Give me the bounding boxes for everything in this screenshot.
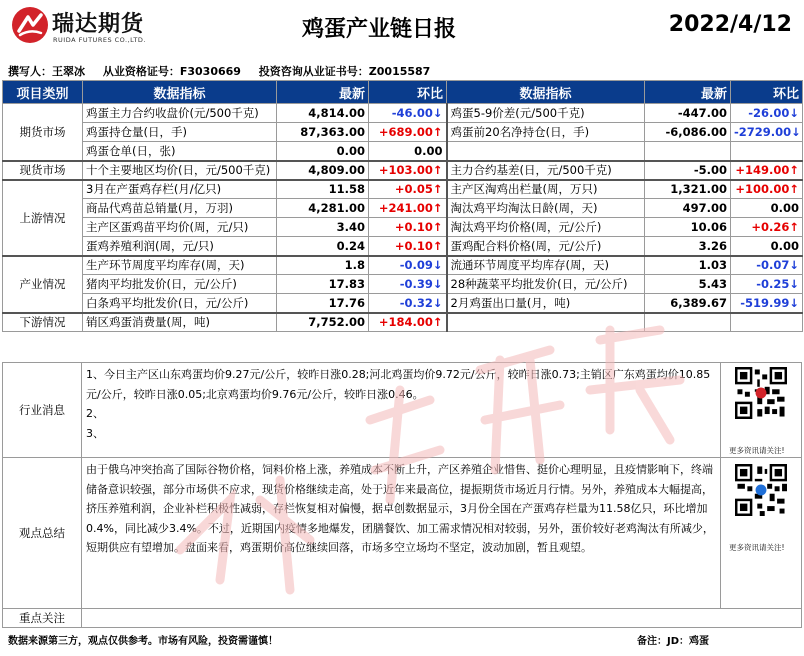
latest-value-right: 497.00: [645, 199, 731, 218]
latest-value-right: [645, 142, 731, 161]
table-row: [3, 199, 803, 218]
latest-value-right: 5.43: [645, 275, 731, 294]
news-category-cell: [2, 362, 82, 458]
news-qr-caption: 更多资讯请关注!: [729, 446, 785, 455]
latest-value-left: 87,363.00: [277, 123, 369, 142]
indicator-table: [2, 80, 803, 332]
latest-value-left: 3.40: [277, 218, 369, 237]
news-line: 2、: [86, 407, 104, 420]
indicator-name-left: 主产区蛋鸡苗平均价(周，元/只): [83, 218, 277, 237]
latest-value-right: 3.26: [645, 237, 731, 256]
change-value-left: -46.00↓: [369, 104, 447, 123]
change-value-right: [731, 142, 803, 161]
report-date: 2022/4/12: [668, 12, 792, 37]
change-value-left: +0.10↑: [369, 237, 447, 256]
change-value-left: -0.32↓: [369, 294, 447, 313]
qr-code-icon[interactable]: [735, 367, 787, 419]
latest-value-right: 1.03: [645, 256, 731, 275]
indicator-name-left: 猪肉平均批发价(日，元/公斤): [83, 275, 277, 294]
change-value-right: 0.00: [731, 237, 803, 256]
change-value-left: +184.00↑: [369, 313, 447, 332]
report-header: [0, 0, 804, 60]
indicator-name-left: 白条鸡平均批发价(日，元/公斤): [83, 294, 277, 313]
header-change-right: 环比: [731, 81, 803, 104]
latest-value-right: -6,086.00: [645, 123, 731, 142]
latest-value-left: 7,752.00: [277, 313, 369, 332]
category-cell: 现货市场: [3, 161, 83, 180]
change-value-right: 0.00: [731, 199, 803, 218]
news-qr-cell: [720, 362, 802, 458]
report-title: 鸡蛋产业链日报: [302, 17, 457, 42]
indicator-name-left: 销区鸡蛋消费量(周，吨): [83, 313, 277, 332]
table-header-row: [3, 81, 803, 104]
indicator-name-left: 生产环节周度平均库存(周，天): [83, 256, 277, 275]
indicator-name-right: 主力合约基差(日，元/500千克): [447, 161, 645, 180]
table-row: [3, 275, 803, 294]
footer-note: 备注：JD：鸡蛋: [636, 636, 709, 647]
logo-english-name: RUIDA FUTURES CO.,LTD.: [53, 36, 146, 44]
table-row: [3, 142, 803, 161]
author-license: 从业资格证号：F3030669: [102, 65, 241, 78]
latest-value-left: 0.24: [277, 237, 369, 256]
news-line: 1、今日主产区山东鸡蛋均价9.27元/公斤，较昨日涨0.28;河北鸡蛋均价9.72元/公斤，较昨日涨0.73;主销区广东鸡蛋均价10.85元/公斤，较昨日涨0.05;北京鸡蛋均价9.76元/公斤，较昨日涨0.46。: [86, 368, 711, 401]
table-row: [3, 123, 803, 142]
category-cell: 上游情况: [3, 180, 83, 256]
ruida-logo-icon: [10, 5, 50, 45]
change-value-right: -0.25↓: [731, 275, 803, 294]
indicator-name-right: 淘汰鸡平均淘汰日龄(周，天): [447, 199, 645, 218]
table-body: [3, 104, 803, 332]
view-qr-caption: 更多资讯请关注!: [729, 543, 785, 552]
indicator-name-left: 3月在产蛋鸡存栏(月/亿只): [83, 180, 277, 199]
change-value-right: -519.99↓: [731, 294, 803, 313]
category-cell: 期货市场: [3, 104, 83, 161]
latest-value-right: -447.00: [645, 104, 731, 123]
header-change-left: 环比: [369, 81, 447, 104]
latest-value-left: 4,809.00: [277, 161, 369, 180]
latest-value-left: 1.8: [277, 256, 369, 275]
indicator-name-right: 淘汰鸡平均价格(周，元/公斤): [447, 218, 645, 237]
author-line: [8, 63, 444, 79]
latest-value-right: 1,321.00: [645, 180, 731, 199]
indicator-name-right: [447, 313, 645, 332]
latest-value-left: 17.76: [277, 294, 369, 313]
company-logo: [10, 5, 160, 53]
author-writer: 撰写人：王翠冰: [8, 65, 85, 78]
change-value-right: -2729.00↓: [731, 123, 803, 142]
view-category-label: 观点总结: [19, 526, 65, 540]
focus-category-cell: [2, 608, 82, 628]
indicator-name-right: 蛋鸡配合料价格(周，元/公斤): [447, 237, 645, 256]
indicator-name-left: 鸡蛋仓单(日，张): [83, 142, 277, 161]
view-content: [81, 457, 721, 609]
change-value-left: +241.00↑: [369, 199, 447, 218]
change-value-right: -0.07↓: [731, 256, 803, 275]
news-line: 3、: [86, 426, 104, 440]
header-indicator-left: 数据指标: [83, 81, 277, 104]
header-latest-right: 最新: [645, 81, 731, 104]
category-cell: 产业情况: [3, 256, 83, 313]
latest-value-right: [645, 313, 731, 332]
header-category: 项目类别: [3, 81, 83, 104]
table-row: [3, 104, 803, 123]
table-row: [3, 218, 803, 237]
info-section: [2, 362, 802, 625]
category-cell: 下游情况: [3, 313, 83, 332]
indicator-name-left: 商品代鸡苗总销量(月，万羽): [83, 199, 277, 218]
news-content: [81, 362, 721, 458]
change-value-right: [731, 313, 803, 332]
indicator-name-right: 鸡蛋前20名净持仓(日，手): [447, 123, 645, 142]
indicator-name-right: 28种蔬菜平均批发价(日，元/公斤): [447, 275, 645, 294]
table-row: [3, 237, 803, 256]
change-value-left: +0.05↑: [369, 180, 447, 199]
latest-value-left: 11.58: [277, 180, 369, 199]
logo-chinese-name: 瑞达期货: [52, 12, 145, 37]
disclaimer-text: 数据来源第三方，观点仅供参考。市场有风险，投资需谨慎！: [8, 636, 278, 647]
indicator-name-right: 2月鸡蛋出口量(月，吨): [447, 294, 645, 313]
change-value-left: -0.39↓: [369, 275, 447, 294]
latest-value-right: 6,389.67: [645, 294, 731, 313]
focus-content: [81, 608, 802, 628]
indicator-name-right: 流通环节周度平均库存(周，天): [447, 256, 645, 275]
header-indicator-right: 数据指标: [447, 81, 645, 104]
latest-value-left: 0.00: [277, 142, 369, 161]
indicator-name-left: 十个主要地区均价(日，元/500千克): [83, 161, 277, 180]
change-value-right: +149.00↑: [731, 161, 803, 180]
table-row: [3, 180, 803, 199]
latest-value-left: 4,281.00: [277, 199, 369, 218]
table-row: [3, 294, 803, 313]
change-value-left: +103.00↑: [369, 161, 447, 180]
indicator-name-right: [447, 142, 645, 161]
change-value-left: +0.10↑: [369, 218, 447, 237]
indicator-name-left: 鸡蛋主力合约收盘价(元/500千克): [83, 104, 277, 123]
view-category-cell: [2, 457, 82, 609]
table-row: [3, 161, 803, 180]
latest-value-right: -5.00: [645, 161, 731, 180]
latest-value-right: 10.06: [645, 218, 731, 237]
report-footer: [0, 628, 804, 648]
view-qr-cell: [720, 457, 802, 609]
indicator-name-right: 鸡蛋5-9价差(元/500千克): [447, 104, 645, 123]
latest-value-left: 17.83: [277, 275, 369, 294]
qr-code-icon[interactable]: [735, 464, 787, 516]
change-value-left: -0.09↓: [369, 256, 447, 275]
news-category-label: 行业消息: [19, 403, 65, 417]
indicator-name-right: 主产区淘鸡出栏量(周，万只): [447, 180, 645, 199]
author-advisor: 投资咨询从业证书号：Z0015587: [258, 65, 431, 78]
indicator-name-left: 蛋鸡养殖利润(周，元/只): [83, 237, 277, 256]
indicator-name-left: 鸡蛋持仓量(日，手): [83, 123, 277, 142]
view-text: 由于俄乌冲突抬高了国际谷物价格，饲料价格上涨，养殖成本不断上升，产区养殖企业惜售、挺价心理明显，且疫情影响下，终端储备意识较强，部分市场供不应求，现货价格继续走高，处于近年来最高位，提振期货市场近月行情。另外，养殖成本大幅提高，挤压养殖利润，企业补栏积极性减弱，存栏恢复相对偏慢，据卓创数据显示，3月份全国在产蛋鸡存栏量为11.58亿只，环比增加0.4%，同比减少3.4%。不过，近期国内疫情多地爆发，团膳餐饮、加工需求情况相对较弱，另外，蛋价较好老鸡淘汰有所减少，短期供应有望增加。盘面来看，鸡蛋期价高位继续回落，市场多空立场均不坚定，波动加剧，暂且观望。: [86, 463, 714, 554]
header-latest-left: 最新: [277, 81, 369, 104]
change-value-left: 0.00: [369, 142, 447, 161]
table-row: [3, 256, 803, 275]
table-row: [3, 313, 803, 332]
change-value-right: +0.26↑: [731, 218, 803, 237]
change-value-right: -26.00↓: [731, 104, 803, 123]
latest-value-left: 4,814.00: [277, 104, 369, 123]
change-value-left: +689.00↑: [369, 123, 447, 142]
change-value-right: +100.00↑: [731, 180, 803, 199]
focus-category-label: 重点关注: [19, 611, 65, 625]
